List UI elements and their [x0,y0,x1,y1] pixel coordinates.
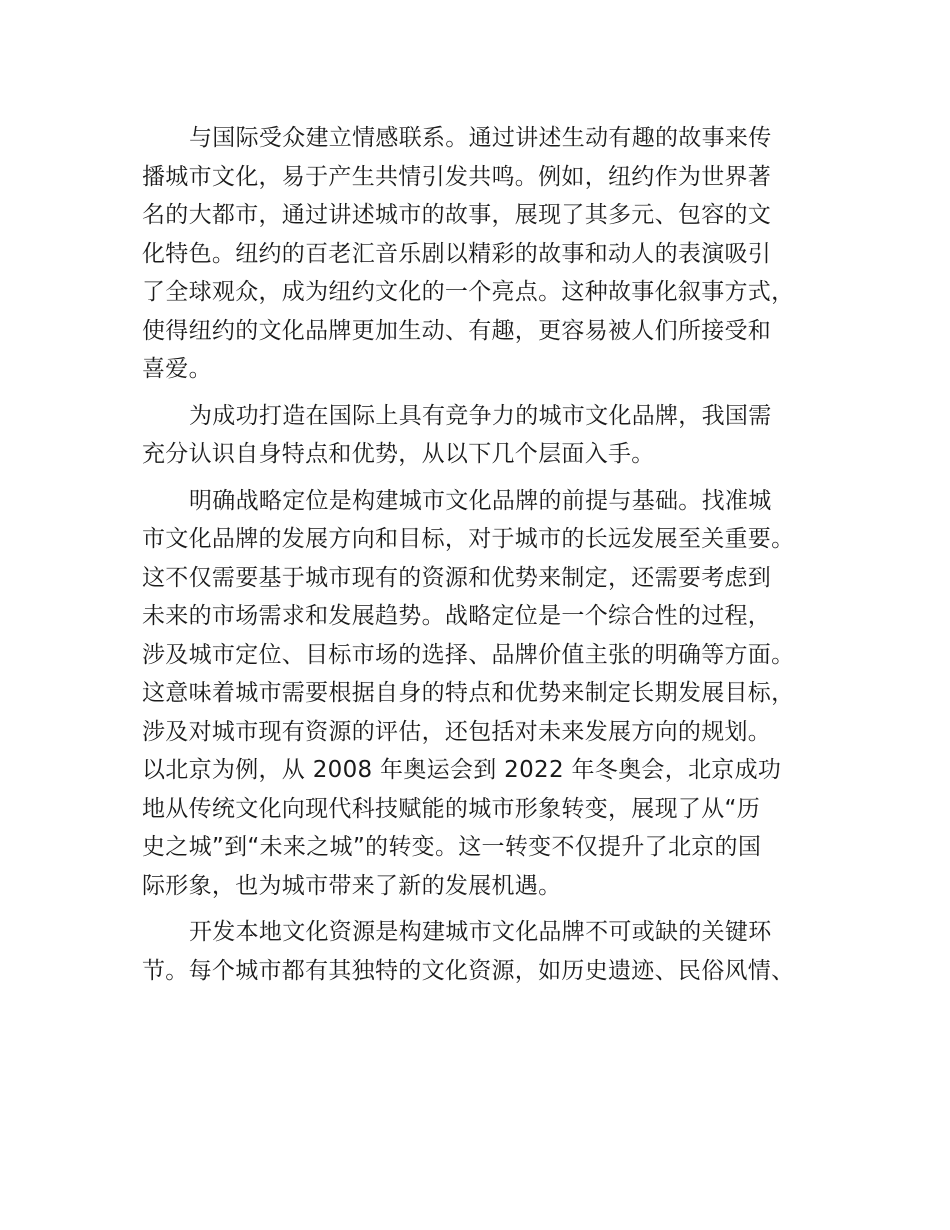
text-line: 名的大都市，通过讲述城市的故事，展现了其多元、包容的文 [142,202,772,228]
text-line: 涉及城市定位、目标市场的选择、品牌价值主张的明确等方面。 [142,641,795,668]
text-line: 为成功打造在国际上具有竞争力的城市文化品牌，我国需 [189,402,772,429]
text-line: 充分认识自身特点和优势，从以下几个层面入手。 [142,441,655,467]
text-line: 这不仅需要基于城市现有的资源和优势来制定，还需要考虑到 [142,564,772,591]
text-line: 节。每个城市都有其独特的文化资源，如历史遗迹、民俗风情、 [142,957,795,984]
body-text [142,119,832,990]
text-line: 开发本地文化资源是构建城市文化品牌不可或缺的关键环 [189,919,772,945]
text-line: 与国际受众建立情感联系。通过讲述生动有趣的故事来传 [189,125,772,151]
text-line: 了全球观众，成为纽约文化的一个亮点。这种故事化叙事方式， [142,279,795,305]
text-line: 这意味着城市需要根据自身的特点和优势来制定长期发展目标， [142,680,795,706]
text-line: 际形象，也为城市带来了新的发展机遇。 [142,872,562,899]
paragraph-local-resources [142,913,832,990]
paragraph-intro-approach [142,397,832,474]
text-line: 化特色。纽约的百老汇音乐剧以精彩的故事和动人的表演吸引 [142,240,772,267]
text-line: 未来的市场需求和发展趋势。战略定位是一个综合性的过程， [142,603,772,629]
text-line: 喜爱。 [142,356,212,382]
text-line: 地从传统文化向现代科技赋能的城市形象转变，展现了从“历 [142,795,761,822]
paragraph-strategic-positioning [142,482,832,906]
text-line: 播城市文化，易于产生共情引发共鸣。例如，纽约作为世界著 [142,163,772,190]
text-line: 以北京为例，从 2008 年奥运会到 2022 年冬奥会，北京成功 [142,757,782,783]
text-line: 市文化品牌的发展方向和目标，对于城市的长远发展至关重要。 [142,526,795,552]
text-line: 涉及对城市现有资源的评估，还包括对未来发展方向的规划。 [142,718,772,745]
text-line: 史之城”到“未来之城”的转变。这一转变不仅提升了北京的国 [142,834,762,860]
text-line: 明确战略定位是构建城市文化品牌的前提与基础。找准城 [189,487,772,514]
text-line: 使得纽约的文化品牌更加生动、有趣，更容易被人们所接受和 [142,317,772,344]
paragraph-storytelling [142,119,832,389]
